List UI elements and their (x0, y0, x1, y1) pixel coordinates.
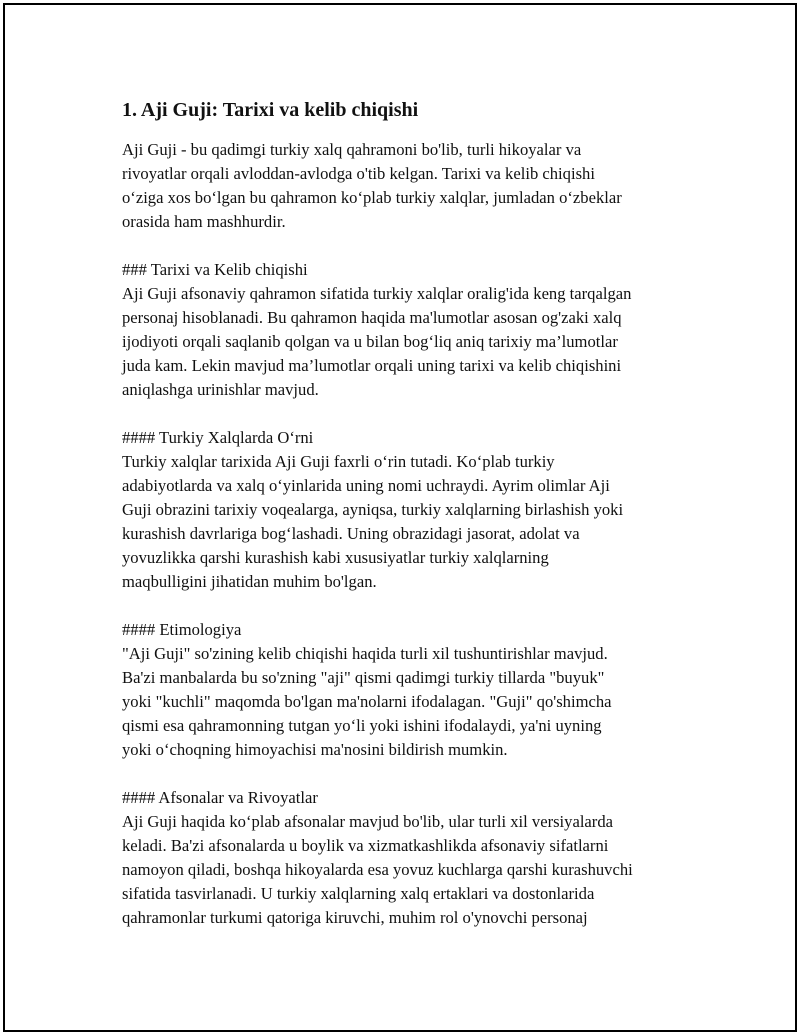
text-line: Ba'zi manbalarda bu so'zning "aji" qismi qadimgi turkiy tillarda "buyuk" (122, 668, 605, 687)
text-line: qahramonlar turkumi qatoriga kiruvchi, muhim rol o'ynovchi personaj (122, 908, 588, 927)
text-line: namoyon qiladi, boshqa hikoyalarda esa yovuz kuchlarga qarshi kurashuvchi (122, 860, 633, 879)
page-border (3, 3, 797, 1032)
text-line: "Aji Guji" so'zining kelib chiqishi haqida turli xil tushuntirishlar mavjud. (122, 644, 608, 663)
text-line: yoki o‘choqning himoyachisi ma'nosini bildirish mumkin. (122, 740, 508, 759)
text-line: personaj hisoblanadi. Bu qahramon haqida ma'lumotlar asosan og'zaki xalq (122, 308, 622, 327)
text-line: rivoyatlar orqali avloddan-avlodga o'tib kelgan. Tarixi va kelib chiqishi (122, 164, 595, 183)
text-line: Aji Guji afsonaviy qahramon sifatida turkiy xalqlar oralig'ida keng tarqalgan (122, 284, 632, 303)
text-line: Aji Guji haqida ko‘plab afsonalar mavjud bo'lib, ular turli xil versiyalarda (122, 812, 613, 831)
text-line: aniqlashga urinishlar mavjud. (122, 380, 319, 399)
text-line: qismi esa qahramonning tutgan yo‘li yoki ishini ifodalaydi, ya'ni uyning (122, 716, 602, 735)
document-title: 1. Aji Guji: Tarixi va kelib chiqishi (122, 99, 419, 121)
section-heading: #### Turkiy Xalqlarda O‘rni (122, 428, 314, 447)
text-line: Guji obrazini tarixiy voqealarga, ayniqsa, turkiy xalqlarning birlashish yoki (122, 500, 624, 519)
text-line: orasida ham mashhurdir. (122, 212, 286, 231)
section-heading: ### Tarixi va Kelib chiqishi (122, 260, 308, 279)
text-line: juda kam. Lekin mavjud ma’lumotlar orqali uning tarixi va kelib chiqishini (122, 356, 622, 375)
text-line: sifatida tasvirlanadi. U turkiy xalqlarning xalq ertaklari va dostonlarida (122, 884, 595, 903)
text-line: yovuzlikka qarshi kurashish kabi xususiyatlar turkiy xalqlarning (122, 548, 549, 567)
text-line: Aji Guji - bu qadimgi turkiy xalq qahramoni bo'lib, turli hikoyalar va (122, 140, 582, 159)
section-heading: #### Afsonalar va Rivoyatlar (122, 788, 318, 807)
section-etimologiya (122, 618, 692, 762)
text-line: keladi. Ba'zi afsonalarda u boylik va xizmatkashlikda afsonaviy sifatlarni (122, 836, 609, 855)
text-line: ijodiyoti orqali saqlanib qolgan va u bilan bog‘liq aniq tarixiy ma’lumotlar (122, 332, 618, 351)
text-line: kurashish davrlariga bog‘lashadi. Uning obrazidagi jasorat, adolat va (122, 524, 580, 543)
section-heading: #### Etimologiya (122, 620, 242, 639)
section-afsonalar (122, 786, 692, 930)
text-line: adabiyotlarda va xalq o‘yinlarida uning nomi uchraydi. Ayrim olimlar Aji (122, 476, 610, 495)
section-tarixi (122, 258, 692, 402)
document-body (122, 96, 692, 954)
text-line: o‘ziga xos bo‘lgan bu qahramon ko‘plab turkiy xalqlar, jumladan o‘zbeklar (122, 188, 622, 207)
text-line: yoki "kuchli" maqomda bo'lgan ma'nolarni ifodalagan. "Guji" qo'shimcha (122, 692, 612, 711)
section-turkiy-xalqlarda (122, 426, 692, 594)
intro-paragraph (122, 138, 692, 234)
text-line: maqbulligini jihatidan muhim bo'lgan. (122, 572, 377, 591)
text-line: Turkiy xalqlar tarixida Aji Guji faxrli o‘rin tutadi. Ko‘plab turkiy (122, 452, 555, 471)
